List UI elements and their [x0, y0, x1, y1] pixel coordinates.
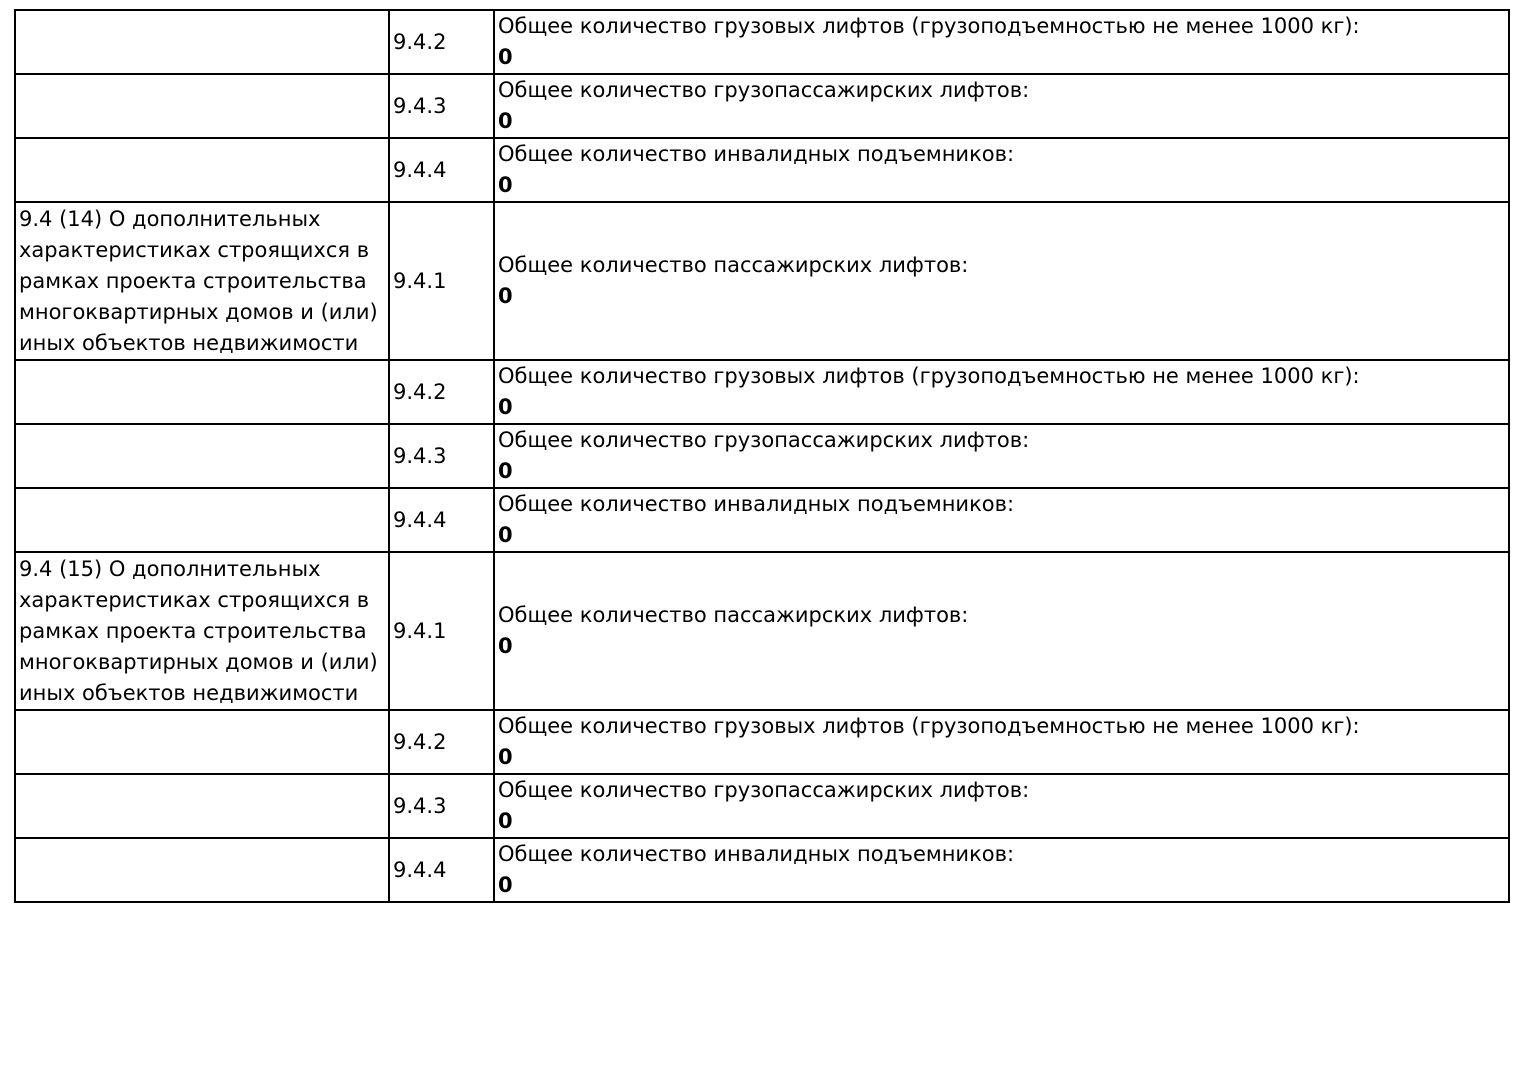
code-cell: 9.4.4 [389, 838, 494, 902]
field-label: Общее количество грузопассажирских лифтов: [498, 778, 1030, 802]
field-cell [494, 424, 1509, 488]
field-cell [494, 552, 1509, 710]
section-cell [15, 774, 389, 838]
table-row [15, 360, 1509, 424]
declaration-table-body [15, 10, 1509, 902]
field-cell [494, 10, 1509, 74]
field-cell [494, 488, 1509, 552]
field-value: 0 [498, 459, 513, 483]
field-value: 0 [498, 809, 513, 833]
document-page [0, 9, 1528, 903]
table-row [15, 10, 1509, 74]
field-label: Общее количество грузовых лифтов (грузоподъемностью не менее 1000 кг): [498, 14, 1360, 38]
declaration-table [14, 9, 1510, 903]
section-cell [15, 710, 389, 774]
field-value: 0 [498, 173, 513, 197]
field-cell [494, 774, 1509, 838]
code-cell: 9.4.3 [389, 424, 494, 488]
section-cell: 9.4 (15) О дополнительных характеристиках строящихся в рамках проекта строительства многоквартирных домов и (или) иных объектов недвижимости [15, 552, 389, 710]
field-label: Общее количество грузопассажирских лифтов: [498, 428, 1030, 452]
field-cell [494, 710, 1509, 774]
section-cell [15, 138, 389, 202]
code-cell: 9.4.3 [389, 74, 494, 138]
field-value: 0 [498, 45, 513, 69]
field-label: Общее количество пассажирских лифтов: [498, 253, 969, 277]
field-value: 0 [498, 523, 513, 547]
table-row [15, 488, 1509, 552]
section-cell [15, 10, 389, 74]
field-value: 0 [498, 284, 513, 308]
section-cell [15, 838, 389, 902]
code-cell: 9.4.4 [389, 488, 494, 552]
field-cell [494, 138, 1509, 202]
field-cell [494, 360, 1509, 424]
code-cell: 9.4.2 [389, 710, 494, 774]
field-value: 0 [498, 745, 513, 769]
code-cell: 9.4.4 [389, 138, 494, 202]
table-row [15, 838, 1509, 902]
table-row [15, 774, 1509, 838]
field-label: Общее количество грузопассажирских лифтов: [498, 78, 1030, 102]
field-value: 0 [498, 634, 513, 658]
field-value: 0 [498, 109, 513, 133]
table-row [15, 710, 1509, 774]
code-cell: 9.4.1 [389, 552, 494, 710]
field-label: Общее количество пассажирских лифтов: [498, 603, 969, 627]
field-value: 0 [498, 873, 513, 897]
table-row [15, 552, 1509, 710]
section-cell [15, 424, 389, 488]
section-cell: 9.4 (14) О дополнительных характеристиках строящихся в рамках проекта строительства многоквартирных домов и (или) иных объектов недвижимости [15, 202, 389, 360]
field-cell [494, 202, 1509, 360]
field-cell [494, 838, 1509, 902]
field-label: Общее количество инвалидных подъемников: [498, 842, 1015, 866]
code-cell: 9.4.1 [389, 202, 494, 360]
field-label: Общее количество инвалидных подъемников: [498, 492, 1015, 516]
section-cell [15, 488, 389, 552]
table-row [15, 74, 1509, 138]
field-label: Общее количество грузовых лифтов (грузоподъемностью не менее 1000 кг): [498, 364, 1360, 388]
section-cell [15, 360, 389, 424]
field-cell [494, 74, 1509, 138]
table-row [15, 424, 1509, 488]
field-label: Общее количество грузовых лифтов (грузоподъемностью не менее 1000 кг): [498, 714, 1360, 738]
table-row [15, 202, 1509, 360]
code-cell: 9.4.2 [389, 10, 494, 74]
code-cell: 9.4.2 [389, 360, 494, 424]
table-row [15, 138, 1509, 202]
code-cell: 9.4.3 [389, 774, 494, 838]
section-cell [15, 74, 389, 138]
field-value: 0 [498, 395, 513, 419]
field-label: Общее количество инвалидных подъемников: [498, 142, 1015, 166]
